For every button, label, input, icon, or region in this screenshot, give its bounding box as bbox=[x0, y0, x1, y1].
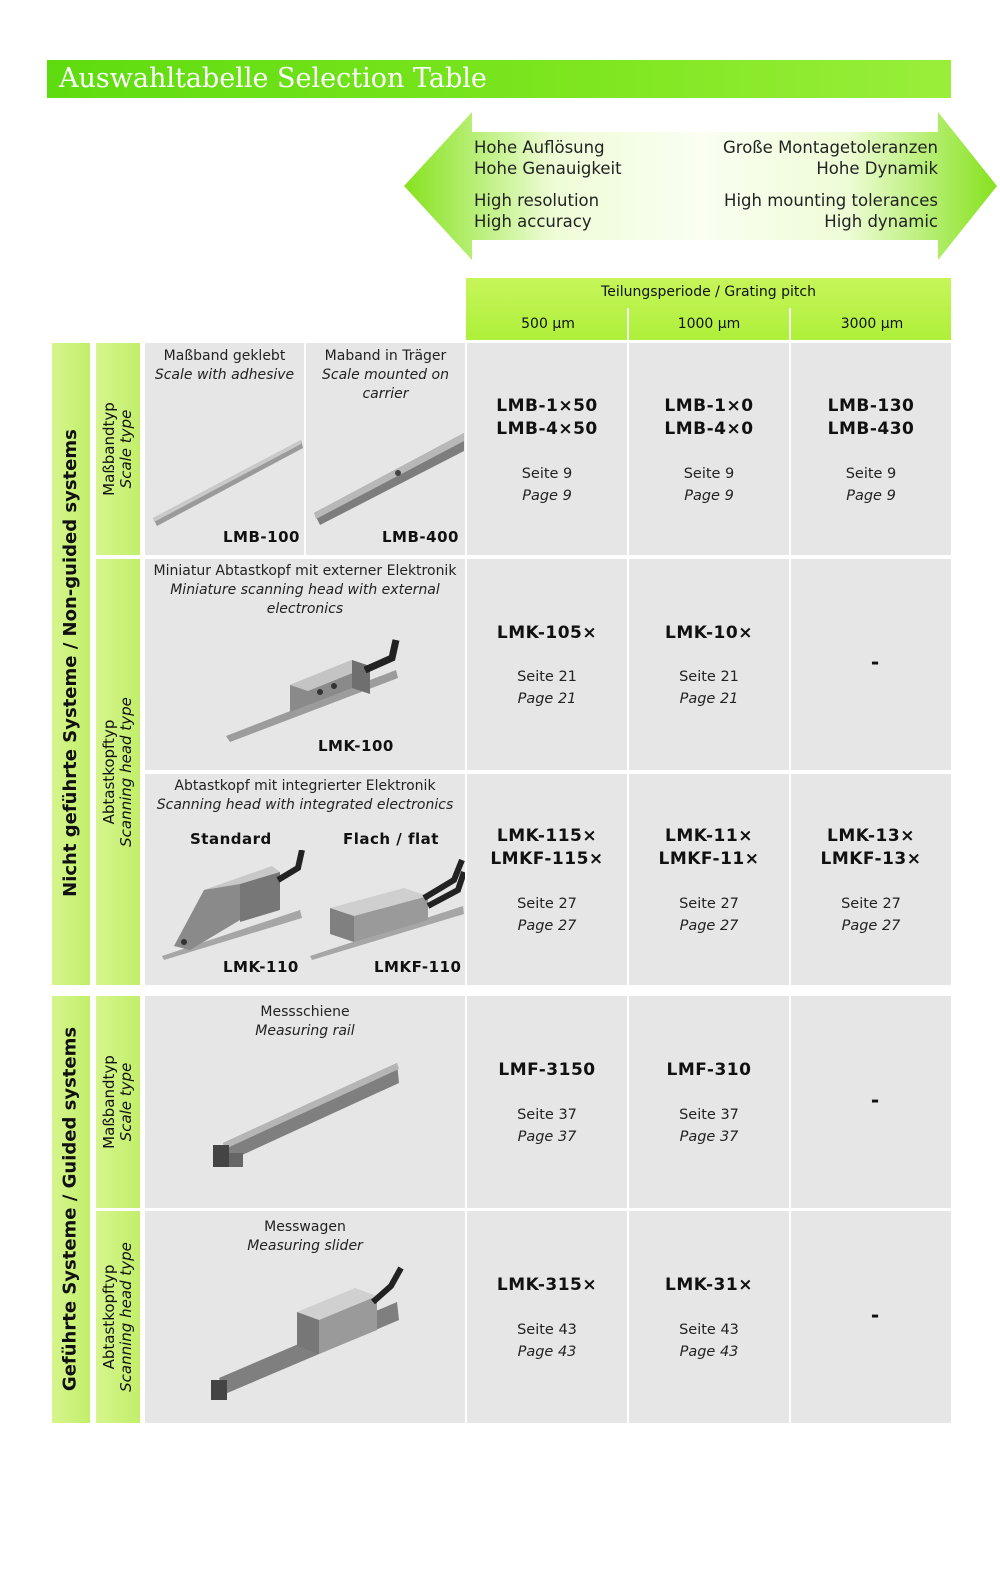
row4-c2-page: Seite 37 Page 37 bbox=[679, 1107, 739, 1145]
row3-c3-page: Seite 27 Page 27 bbox=[841, 896, 901, 934]
page-title: Auswahltabelle Selection Table bbox=[59, 63, 487, 94]
row1-b-label: LMB-400 bbox=[382, 528, 459, 546]
row4-desc: Messschiene Measuring rail bbox=[255, 1004, 355, 1039]
row4-c1-models: LMF-3150 bbox=[498, 1060, 596, 1080]
row3-c2-models: LMK-11× LMKF-11× bbox=[658, 826, 760, 869]
group-label-guided: Geführte Systeme / Guided systems bbox=[59, 1026, 81, 1392]
title-bar bbox=[47, 60, 951, 98]
arrow-left-en-2: High accuracy bbox=[474, 212, 592, 231]
scale-carrier-illustration bbox=[306, 425, 465, 530]
row3-c1-page: Seite 27 Page 27 bbox=[517, 896, 577, 934]
measuring-slider-illustration bbox=[205, 1262, 405, 1402]
standard-head-illustration bbox=[160, 850, 305, 960]
row3-standard-label: Standard bbox=[190, 830, 272, 848]
row4-c1-page: Seite 37 Page 37 bbox=[517, 1107, 577, 1145]
row4-cell-1000 bbox=[629, 996, 789, 1208]
arrow-right-en-2: High dynamic bbox=[824, 212, 938, 231]
row3-desc: Abtastkopf mit integrierter Elektronik Scanning head with integrated electronics bbox=[156, 778, 454, 813]
row1-c2-models: LMB-1×0 LMB-4×0 bbox=[664, 396, 754, 439]
miniature-head-illustration bbox=[220, 630, 410, 745]
double-arrow-graphic bbox=[400, 110, 1000, 262]
row3-flat-label: Flach / flat bbox=[343, 830, 439, 848]
row3-cell-1000 bbox=[629, 774, 789, 985]
flat-head-illustration bbox=[308, 850, 465, 960]
header-divider bbox=[789, 308, 791, 340]
scale-adhesive-illustration bbox=[145, 430, 304, 530]
row3-cell-500 bbox=[467, 774, 627, 985]
row4-cell-500 bbox=[467, 996, 627, 1208]
pitch-col-500: 500 µm bbox=[521, 316, 575, 332]
row5-c2-page: Seite 43 Page 43 bbox=[679, 1322, 739, 1360]
type-label-head: Abtastkopftyp Scanning head type bbox=[100, 697, 135, 847]
group-label-non-guided: Nicht geführte Systeme / Non-guided systems bbox=[60, 429, 81, 897]
row3-c3-models: LMK-13× LMKF-13× bbox=[820, 826, 922, 869]
type-label-head-guided: Abtastkopftyp Scanning head type bbox=[100, 1242, 135, 1392]
arrow-right-de-1: Große Montagetoleranzen bbox=[722, 138, 938, 157]
row2-c2-models: LMK-10× bbox=[665, 623, 753, 643]
row1-c3-models: LMB-130 LMB-430 bbox=[827, 396, 915, 439]
row5-c1-models: LMK-315× bbox=[496, 1275, 598, 1295]
type-label-scale: Maßbandtyp Scale type bbox=[100, 402, 135, 496]
row2-label: LMK-100 bbox=[318, 737, 394, 755]
row1-a-label: LMB-100 bbox=[223, 528, 300, 546]
row4-c3-empty: - bbox=[870, 1088, 880, 1112]
row1-c2-page: Seite 9 Page 9 bbox=[683, 466, 735, 504]
arrow-left-en-1: High resolution bbox=[474, 191, 600, 210]
arrow-left-de-1: Hohe Auflösung bbox=[474, 138, 605, 157]
row3-c1-models: LMK-115× LMKF-115× bbox=[490, 826, 604, 869]
row5-cell-1000 bbox=[629, 1211, 789, 1423]
row5-c1-page: Seite 43 Page 43 bbox=[517, 1322, 577, 1360]
row1-b-desc: Maband in Träger Scale mounted on carrier bbox=[322, 348, 449, 402]
grating-pitch-title: Teilungsperiode / Grating pitch bbox=[601, 284, 816, 300]
row3-c2-page: Seite 27 Page 27 bbox=[679, 896, 739, 934]
arrow-right-de-2: Hohe Dynamik bbox=[816, 159, 938, 178]
row1-c1-models: LMB-1×50 LMB-4×50 bbox=[496, 396, 598, 439]
row2-c1-models: LMK-105× bbox=[496, 623, 598, 643]
row2-c1-page: Seite 21 Page 21 bbox=[517, 669, 577, 707]
arrow-right-en-1: High mounting tolerances bbox=[724, 191, 938, 210]
pitch-col-3000: 3000 µm bbox=[840, 316, 904, 332]
row5-c2-models: LMK-31× bbox=[665, 1275, 753, 1295]
measuring-rail-illustration bbox=[205, 1055, 405, 1175]
row4-c2-models: LMF-310 bbox=[666, 1060, 752, 1080]
row2-desc: Miniatur Abtastkopf mit externer Elektronik Miniature scanning head with external electronics bbox=[153, 563, 457, 617]
row1-cell-1000 bbox=[629, 343, 789, 555]
row1-cell-500 bbox=[467, 343, 627, 555]
row2-c2-page: Seite 21 Page 21 bbox=[679, 669, 739, 707]
row2-cell-1000 bbox=[629, 559, 789, 770]
row3-a-label: LMK-110 bbox=[223, 958, 299, 976]
row1-a-desc: Maßband geklebt Scale with adhesive bbox=[154, 348, 295, 383]
row3-cell-3000 bbox=[791, 774, 951, 985]
arrow-left-de-2: Hohe Genauigkeit bbox=[474, 159, 622, 178]
row1-c3-page: Seite 9 Page 9 bbox=[845, 466, 897, 504]
pitch-col-1000: 1000 µm bbox=[677, 316, 741, 332]
row5-desc: Messwagen Measuring slider bbox=[247, 1219, 363, 1254]
type-label-scale-guided: Maßbandtyp Scale type bbox=[100, 1055, 135, 1149]
row5-c3-empty: - bbox=[870, 1303, 880, 1327]
row1-c1-page: Seite 9 Page 9 bbox=[521, 466, 573, 504]
row5-cell-500 bbox=[467, 1211, 627, 1423]
row2-cell-500 bbox=[467, 559, 627, 770]
row2-c3-empty: - bbox=[870, 650, 880, 674]
row1-cell-3000 bbox=[791, 343, 951, 555]
row3-b-label: LMKF-110 bbox=[374, 958, 462, 976]
